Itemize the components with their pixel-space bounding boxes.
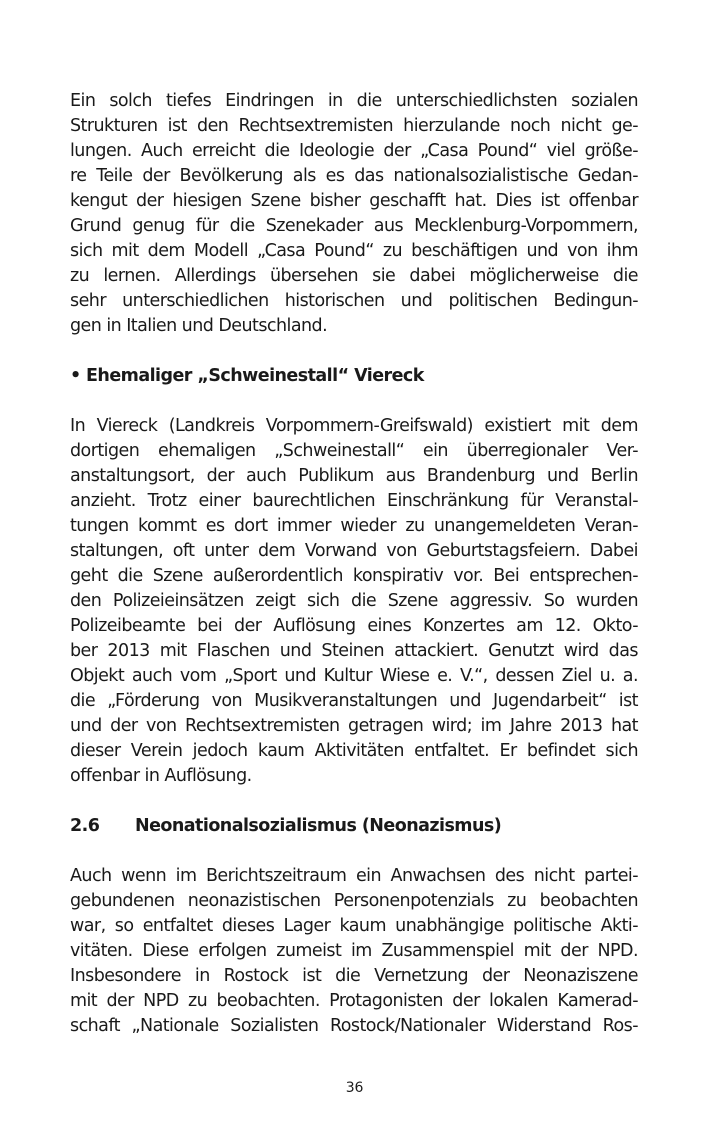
text-line: kengut der hiesigen Szene bisher geschafft hat. Dies ist offenbar <box>70 191 638 211</box>
section-title: Neonationalsozialismus (Neonazismus) <box>135 816 502 836</box>
bullet-icon: • <box>70 366 81 386</box>
text-line: gebundenen neonazistischen Personenpotenzials zu beobachten <box>70 891 638 911</box>
text-line: Strukturen ist den Rechtsextremisten hierzulande noch nicht ge- <box>70 116 638 136</box>
bullet-heading-text: Ehemaliger „Schweinestall“ Viereck <box>86 366 424 386</box>
text-line: dieser Verein jedoch kaum Aktivitäten entfaltet. Er befindet sich <box>70 741 638 761</box>
document-page <box>70 89 638 1039</box>
text-line: Objekt auch vom „Sport und Kultur Wiese e. V.“, dessen Ziel u. a. <box>70 666 638 686</box>
page-number: 36 <box>345 1080 364 1096</box>
text-line: geht die Szene außerordentlich konspirativ vor. Bei entsprechen- <box>70 566 638 586</box>
paragraph-2 <box>70 414 638 789</box>
text-line: anzieht. Trotz einer baurechtlichen Einschränkung für Veranstal- <box>70 491 638 511</box>
section-heading <box>70 814 638 839</box>
text-line: schaft „Nationale Sozialisten Rostock/Nationaler Widerstand Ros- <box>70 1016 638 1036</box>
text-line: sehr unterschiedlichen historischen und politischen Bedingun- <box>70 291 638 311</box>
text-line: ber 2013 mit Flaschen und Steinen attackiert. Genutzt wird das <box>70 641 638 661</box>
text-line: vitäten. Diese erfolgen zumeist im Zusammenspiel mit der NPD. <box>70 941 638 961</box>
text-line: lungen. Auch erreicht die Ideologie der „Casa Pound“ viel größe- <box>70 141 638 161</box>
paragraph-3 <box>70 864 638 1039</box>
text-line: In Viereck (Landkreis Vorpommern-Greifswald) existiert mit dem <box>70 416 638 436</box>
text-line: dortigen ehemaligen „Schweinestall“ ein überregionaler Ver- <box>70 441 638 461</box>
text-line: tungen kommt es dort immer wieder zu unangemeldeten Veran- <box>70 516 638 536</box>
text-line: Polizeibeamte bei der Auflösung eines Konzertes am 12. Okto- <box>70 616 638 636</box>
text-line: war, so entfaltet dieses Lager kaum unabhängige politische Akti- <box>70 916 638 936</box>
text-line: Insbesondere in Rostock ist die Vernetzung der Neonaziszene <box>70 966 638 986</box>
text-line: anstaltungsort, der auch Publikum aus Brandenburg und Berlin <box>70 466 638 486</box>
text-line: Grund genug für die Szenekader aus Mecklenburg-Vorpommern, <box>70 216 638 236</box>
bullet-heading <box>70 364 638 389</box>
text-line: den Polizeieinsätzen zeigt sich die Szene aggressiv. So wurden <box>70 591 638 611</box>
section-number: 2.6 <box>70 816 100 836</box>
text-line: sich mit dem Modell „Casa Pound“ zu beschäftigen und von ihm <box>70 241 638 261</box>
text-line: Auch wenn im Berichtszeitraum ein Anwachsen des nicht partei- <box>70 866 638 886</box>
text-line: mit der NPD zu beobachten. Protagonisten der lokalen Kamerad- <box>70 991 638 1011</box>
text-line: zu lernen. Allerdings übersehen sie dabei möglicherweise die <box>70 266 638 286</box>
text-line: gen in Italien und Deutschland. <box>70 316 328 336</box>
text-line: staltungen, oft unter dem Vorwand von Geburtstagsfeiern. Dabei <box>70 541 638 561</box>
text-line: Ein solch tiefes Eindringen in die unterschiedlichsten sozialen <box>70 91 638 111</box>
text-line: offenbar in Auflösung. <box>70 766 252 786</box>
text-line: und der von Rechtsextremisten getragen wird; im Jahre 2013 hat <box>70 716 638 736</box>
text-line: die „Förderung von Musikveranstaltungen und Jugendarbeit“ ist <box>70 691 638 711</box>
text-line: re Teile der Bevölkerung als es das nationalsozialistische Gedan- <box>70 166 638 186</box>
paragraph-1 <box>70 89 638 339</box>
